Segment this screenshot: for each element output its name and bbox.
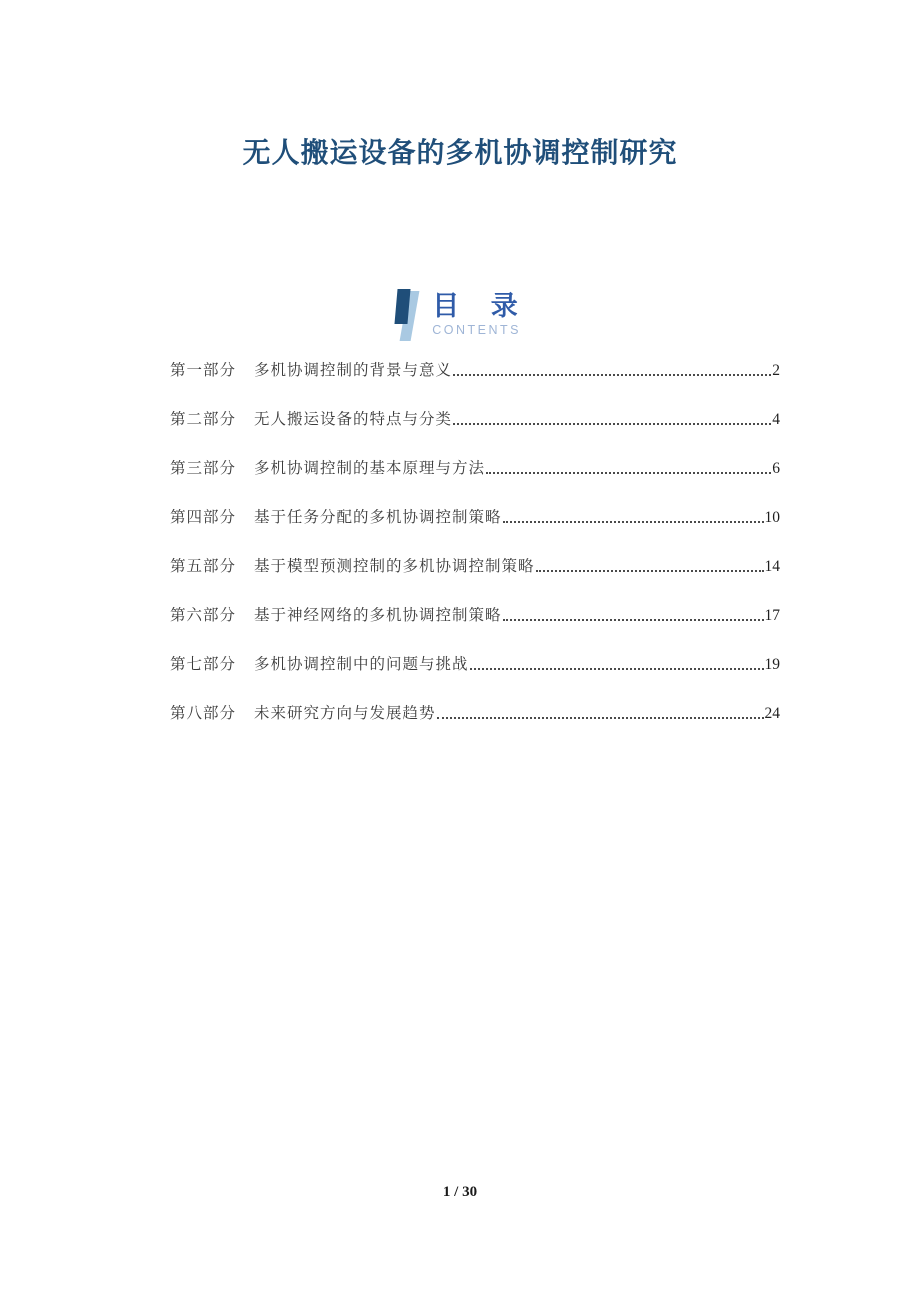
toc-dot-leader	[486, 472, 771, 474]
toc-entry-title: 基于模型预测控制的多机协调控制策略	[254, 558, 535, 575]
toc-entry-page: 10	[764, 509, 780, 526]
toc-dot-leader	[503, 619, 764, 621]
toc-entry	[170, 656, 780, 673]
toc-entry-part: 第二部分	[170, 411, 237, 428]
toc-dot-leader	[453, 374, 771, 376]
toc-entry-part: 第七部分	[170, 656, 237, 673]
toc-entry-title: 基于神经网络的多机协调控制策略	[254, 607, 502, 624]
toc-entry-part: 第六部分	[170, 607, 237, 624]
toc-entry	[170, 509, 780, 526]
toc-entry	[170, 460, 780, 477]
toc-entry	[170, 607, 780, 624]
toc-entry-part: 第三部分	[170, 460, 237, 477]
toc-dot-leader	[437, 717, 764, 719]
document-title: 无人搬运设备的多机协调控制研究	[242, 136, 678, 168]
toc-entry	[170, 411, 780, 428]
toc-entry-page: 14	[764, 558, 780, 575]
toc-entry-title: 多机协调控制的基本原理与方法	[254, 460, 486, 477]
toc-entry-part: 第四部分	[170, 509, 237, 526]
toc-heading: 目 录	[432, 291, 530, 321]
toc-entry	[170, 362, 780, 379]
toc-entry	[170, 705, 780, 722]
toc-entry-page: 17	[764, 607, 780, 624]
toc-dot-leader	[536, 570, 764, 572]
toc-list	[170, 362, 780, 754]
toc-entry-title: 多机协调控制的背景与意义	[254, 362, 453, 379]
toc-entry-part: 第一部分	[170, 362, 237, 379]
toc-entry-page: 19	[764, 656, 780, 673]
toc-entry-title: 未来研究方向与发展趋势	[254, 705, 436, 722]
toc-entry-title: 无人搬运设备的特点与分类	[254, 411, 453, 428]
toc-dot-leader	[503, 521, 764, 523]
toc-entry-title: 多机协调控制中的问题与挑战	[254, 656, 469, 673]
toc-dot-leader	[453, 423, 771, 425]
toc-entry-page: 24	[764, 705, 780, 722]
toc-logo-icon	[390, 286, 424, 350]
toc-entry	[170, 558, 780, 575]
page-number-indicator: 1 / 30	[442, 1184, 478, 1200]
toc-entry-part: 第五部分	[170, 558, 237, 575]
toc-entry-page: 6	[772, 460, 780, 477]
toc-subheading: CONTENTS	[432, 323, 521, 337]
toc-entry-part: 第八部分	[170, 705, 237, 722]
toc-entry-page: 2	[772, 362, 780, 379]
toc-entry-title: 基于任务分配的多机协调控制策略	[254, 509, 502, 526]
toc-entry-page: 4	[772, 411, 780, 428]
toc-dot-leader	[470, 668, 764, 670]
toc-header	[0, 286, 920, 350]
